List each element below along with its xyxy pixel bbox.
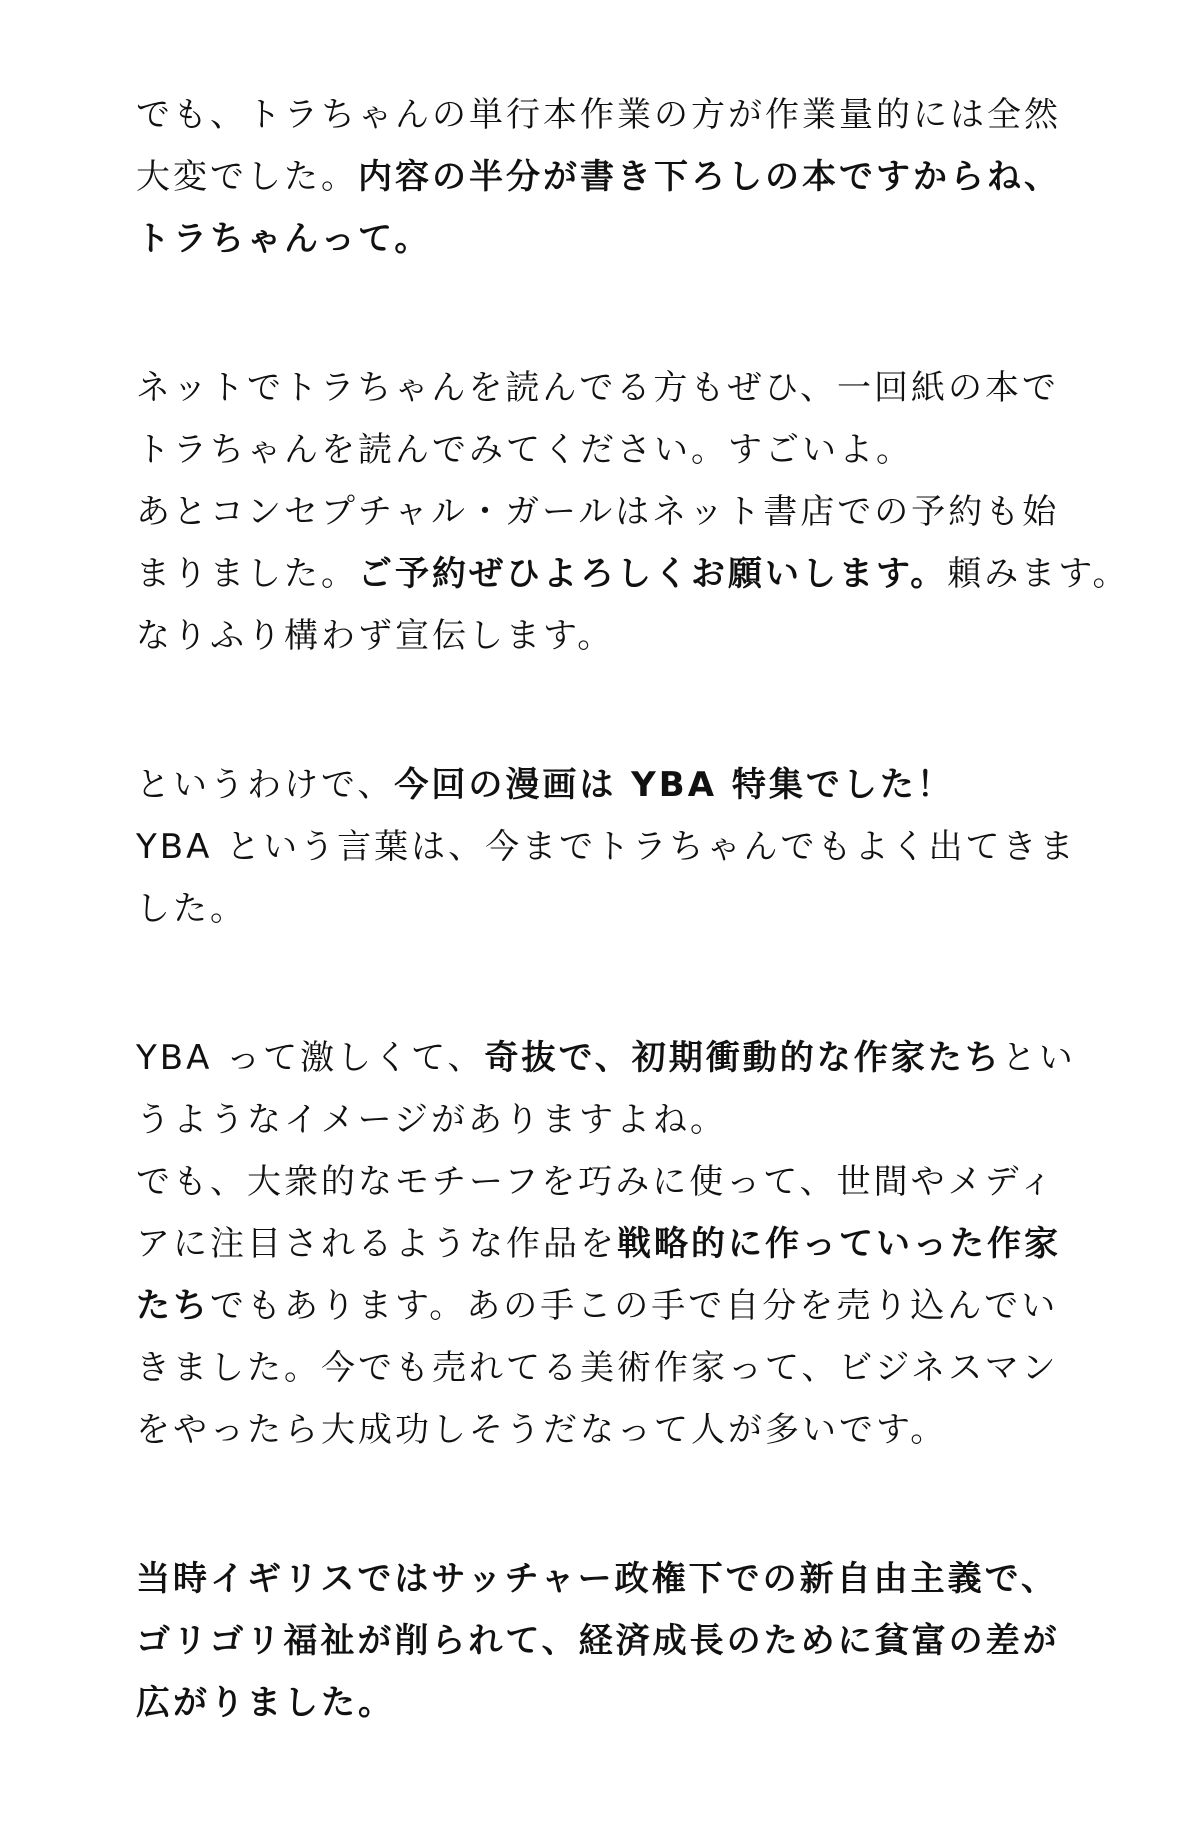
text: というわけで、 xyxy=(136,765,395,805)
text-line xyxy=(136,605,1096,667)
text-line xyxy=(136,481,1096,543)
text: アに注目されるような作品を xyxy=(136,1224,617,1264)
bold-text: 今回の漫画は YBA 特集でした！ xyxy=(394,765,954,805)
text-line xyxy=(136,754,1096,816)
text-line xyxy=(136,1027,1096,1089)
text: きました。今でも売れてる美術作家って、ビジネスマン xyxy=(136,1348,1059,1388)
text-line xyxy=(136,1275,1096,1337)
paragraph xyxy=(136,84,1096,270)
bold-text: 内容の半分が書き下ろしの本ですからね、 xyxy=(358,157,1061,197)
text-line xyxy=(136,1089,1096,1151)
text: まりました。 xyxy=(136,554,358,594)
text-line xyxy=(136,1337,1096,1399)
text-line xyxy=(136,84,1096,146)
bold-text: 広がりました。 xyxy=(136,1683,395,1723)
text-line xyxy=(136,1213,1096,1275)
text: なりふり構わず宣伝します。 xyxy=(136,616,615,656)
text-line xyxy=(136,878,1096,940)
text: でも、大衆的なモチーフを巧みに使って、世間やメディ xyxy=(136,1162,1056,1202)
bold-text: トラちゃんって。 xyxy=(136,219,432,259)
paragraph xyxy=(136,1027,1096,1461)
paragraph xyxy=(136,1548,1096,1734)
text: YBA って激しくて、 xyxy=(136,1038,485,1078)
document-body xyxy=(136,84,1130,1821)
text-line xyxy=(136,1399,1096,1461)
text-line xyxy=(136,543,1130,605)
bold-text: 戦略的に作っていった作家 xyxy=(617,1224,1061,1264)
text: あとコンセプチャル・ガールはネット書店での予約も始 xyxy=(136,492,1060,532)
bold-text: 当時イギリスではサッチャー政権下での新自由主義で、 xyxy=(136,1559,1058,1599)
text-line xyxy=(136,1610,1096,1672)
text: をやったら大成功しそうだなって人が多いです。 xyxy=(136,1410,948,1450)
text: 大変でした。 xyxy=(136,157,358,197)
text-line xyxy=(136,357,1096,419)
text-line xyxy=(136,208,1096,270)
text: 頼みます。 xyxy=(947,554,1130,594)
paragraph xyxy=(136,357,1130,667)
text: トラちゃんを読んでみてください。すごいよ。 xyxy=(136,430,913,470)
paragraph xyxy=(136,754,1096,940)
text: うようなイメージがありますよね。 xyxy=(136,1100,727,1140)
text: でもあります。あの手この手で自分を売り込んでい xyxy=(210,1286,1059,1326)
text: でも、トラちゃんの単行本作業の方が作業量的には全然 xyxy=(136,95,1061,135)
text-line xyxy=(136,146,1096,208)
text: とい xyxy=(1001,1038,1076,1078)
bold-text: 奇抜で、初期衝動的な作家たち xyxy=(484,1038,1002,1078)
bold-text: ご予約ぜひよろしくお願いします。 xyxy=(358,554,948,594)
text-line xyxy=(136,1672,1096,1734)
text: ネットでトラちゃんを読んでる方もぜひ、一回紙の本で xyxy=(136,368,1059,408)
text-line xyxy=(136,1548,1096,1610)
text-line xyxy=(136,419,1096,481)
text: YBA という言葉は、今までトラちゃんでもよく出てきま xyxy=(136,827,1077,867)
text-line xyxy=(136,816,1096,878)
text: した。 xyxy=(136,889,247,929)
bold-text: たち xyxy=(136,1286,210,1326)
text-line xyxy=(136,1151,1096,1213)
bold-text: ゴリゴリ福祉が削られて、経済成長のために貧富の差が xyxy=(136,1621,1060,1661)
